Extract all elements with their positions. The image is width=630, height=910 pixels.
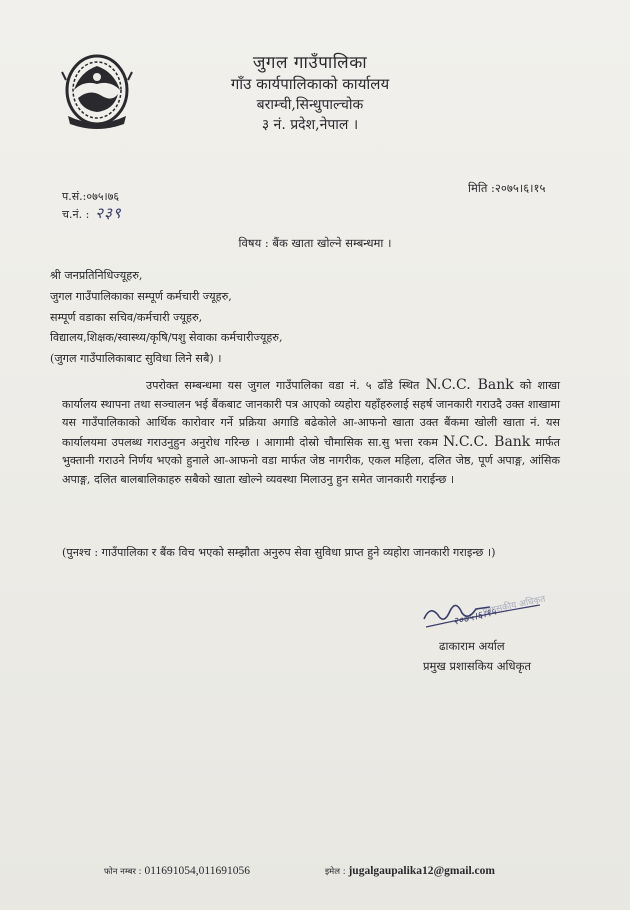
- phone-label: फोन नम्बर :: [104, 867, 142, 877]
- chalani-line: [62, 205, 122, 223]
- nepal-emblem-icon: [60, 50, 134, 132]
- recipient-line: जुगल गाउँपालिकाका सम्पूर्ण कर्मचारी ज्यूहरु,: [50, 289, 232, 303]
- signature-date: २०७५।६।१५: [452, 606, 498, 628]
- chalani-number: २३९: [95, 204, 122, 222]
- signer-title: प्रमुख प्रशासकिय अधिकृत: [423, 659, 531, 673]
- office-name: गाँउ कार्यपालिकाको कार्यालय: [230, 75, 390, 93]
- body-text: उपरोक्त सम्बन्धमा यस जुगल गाउँपालिका वडा नं. ५ ढाँडे स्थित: [146, 379, 420, 392]
- recipient-line: विद्यालय,शिक्षक/स्वास्थ्य/कृषि/पशु सेवाका कर्मचारीज्यूहरु,: [50, 331, 283, 345]
- body-text: को शाखा कार्यालय स्थापना तथा सञ्चालन भई बैंकबाट जानकारी पत्र आएको व्यहोरा यहाँहरुलाई सहर्ष जानकारी गराउदै उक्त शाखामा यस गाउँपालिकाको आर्थिक कारोवार गर्ने प्रक्रिया अगाडि बढेकोले आ-आफनो खाता उक्त बैंकमा खोली खाता नं. यस कार्यालयमा उपलब्ध गराउनुहुन अनुरोध गरिन्छ । आगामी दोस्रो चौमासिक सा.सु भत्ता रकम: [62, 379, 561, 449]
- letter-body: [62, 376, 560, 490]
- postscript: (पुनश्च : गाउँपालिका र बैंक विच भएको सम्झौता अनुरुप सेवा सुविधा प्राप्त हुने व्यहोरा जानकारी गराइन्छ ।): [62, 546, 496, 559]
- signer-name: ढाकाराम अर्याल: [439, 639, 505, 653]
- footer-phone: [104, 865, 250, 877]
- bank-name: N.C.C. Bank: [443, 433, 531, 450]
- letter-date: मिति :२०७५।६।१५: [468, 181, 546, 195]
- recipients-list: [50, 266, 570, 370]
- province-country: ३ नं. प्रदेश,नेपाल ।: [261, 117, 359, 133]
- chalani-label: च.नं. :: [62, 208, 90, 221]
- recipient-line: (जुगल गाउँपालिकाबाट सुविधा लिने सबै) ।: [50, 352, 222, 366]
- office-address: बराम्ची,सिन्धुपाल्चोक: [256, 97, 364, 113]
- phone-number: 011691054,011691056: [144, 865, 250, 877]
- letterhead: [200, 52, 420, 135]
- recipient-line: सम्पूर्ण वडाका सचिव/कर्मचारी ज्यूहरु,: [50, 310, 203, 324]
- office-stamp: प्रशासकीय अधिकृत: [481, 594, 547, 618]
- recipient-line: श्री जनप्रतिनिधिज्यूहरु,: [50, 269, 143, 282]
- footer-email: [325, 865, 495, 877]
- email-address: jugalgaupalika12@gmail.com: [348, 865, 495, 877]
- signer-block: [423, 636, 531, 676]
- subject-line: विषय : बैंक खाता खोल्ने सम्बन्धमा ।: [238, 236, 392, 250]
- patra-sankhya: प.सं.:०७५।७६: [62, 190, 120, 203]
- email-label: इमेल :: [325, 867, 346, 877]
- organization-name: जुगल गाउँपालिका: [252, 53, 368, 73]
- reference-block: [62, 188, 122, 223]
- body-text: मार्फत भुक्तानी गराउने निर्णय भएको हुनाले आ-आफनो वडा मार्फत जेष्ठ नागरीक, एकल महिला, दलित जेष्ठ, पूर्ण अपाङ्ग, आंसिक अपाङ्ग, दलित बालबालिकाहरु सबैको खाता खोल्ने व्यवस्था मिलाउनु हुन समेत जानकारी गराईन्छ ।: [62, 435, 561, 486]
- bank-name: N.C.C. Bank: [425, 377, 514, 393]
